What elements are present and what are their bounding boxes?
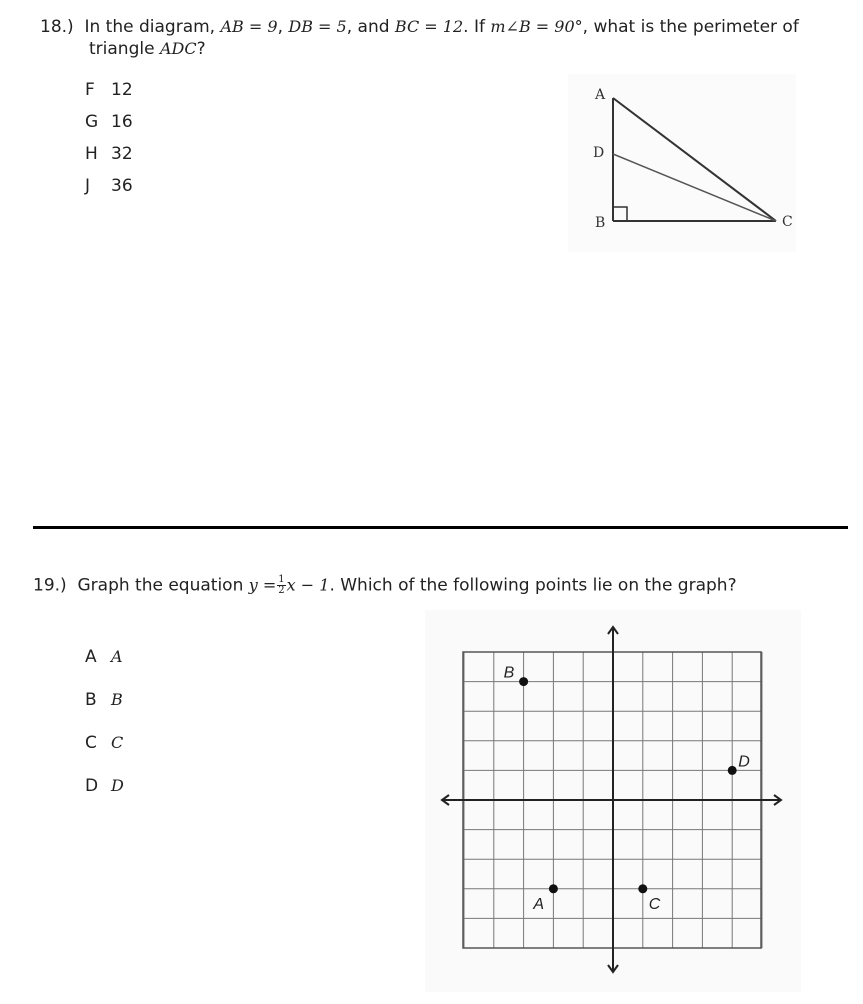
math-bc: BC = 12: [394, 17, 464, 36]
point-label-d: D: [593, 145, 605, 161]
choice-letter: D: [85, 776, 99, 796]
coordinate-grid: [425, 610, 805, 995]
math-angle-b: m∠B = 90°: [490, 17, 583, 36]
equation-rhs: x − 1: [286, 575, 330, 595]
choice-letter: C: [85, 733, 97, 753]
choice-letter: H: [85, 144, 98, 164]
question-text: triangle: [89, 39, 155, 59]
point-label-a: A: [533, 895, 545, 913]
vertex-label-a: A: [595, 87, 606, 103]
fraction-numerator: 1: [278, 574, 285, 585]
question-divider: [33, 526, 848, 529]
question-number: 19.): [33, 575, 67, 596]
choice-value: C: [111, 733, 124, 752]
answer-choice-j[interactable]: [85, 176, 133, 196]
question-18-prompt-line-2: [89, 39, 206, 59]
math-ab: AB = 9: [220, 17, 278, 36]
point-c: [638, 884, 647, 893]
point-b: [519, 677, 528, 686]
point-label-c: C: [648, 895, 661, 913]
answer-choice-b[interactable]: [85, 690, 123, 710]
question-text: . If: [463, 17, 485, 37]
question-text: In the diagram,: [84, 17, 216, 37]
choice-value: B: [111, 690, 123, 709]
answer-choice-h[interactable]: [85, 144, 133, 164]
choice-value: 32: [111, 144, 133, 164]
point-label-d: D: [738, 753, 750, 771]
question-19-prompt: [33, 575, 737, 596]
choice-letter: A: [85, 647, 97, 667]
choice-value: A: [111, 647, 123, 666]
choice-letter: J: [85, 176, 91, 196]
choice-letter: B: [85, 690, 97, 710]
equation-lhs: y =: [248, 575, 277, 595]
question-text: Graph the equation: [77, 575, 244, 596]
choice-letter: G: [85, 112, 99, 132]
answer-choice-d[interactable]: [85, 776, 124, 796]
answer-choice-a[interactable]: [85, 647, 123, 667]
point-a: [549, 884, 558, 893]
question-number: 18.): [40, 17, 74, 37]
math-db: DB = 5: [288, 17, 347, 36]
equation-fraction: [277, 575, 285, 596]
vertex-label-b: B: [595, 215, 606, 231]
point-d: [728, 766, 737, 775]
math-triangle-adc: ADC: [159, 39, 197, 58]
triangle-diagram: [568, 74, 798, 254]
choice-letter: F: [85, 80, 95, 100]
question-mark: ?: [196, 39, 206, 59]
fraction-denominator: 2: [278, 585, 285, 596]
question-text: , what is the perimeter of: [582, 17, 799, 37]
answer-choice-f[interactable]: [85, 80, 133, 100]
choice-value: 16: [111, 112, 133, 132]
question-text: and: [357, 17, 390, 37]
choice-value: 36: [111, 176, 133, 196]
question-18-prompt-line-1: 18.) In the diagram, AB = 9, DB = 5, and BC = 12. If m∠B = 90°, what is the perimeter of: [40, 17, 799, 37]
question-text: . Which of the following points lie on the graph?: [329, 575, 737, 596]
choice-value: D: [111, 776, 124, 795]
answer-choice-g[interactable]: [85, 112, 133, 132]
vertex-label-c: C: [782, 214, 793, 230]
point-label-b: B: [503, 664, 515, 682]
choice-value: 12: [111, 80, 133, 100]
answer-choice-c[interactable]: [85, 733, 123, 753]
